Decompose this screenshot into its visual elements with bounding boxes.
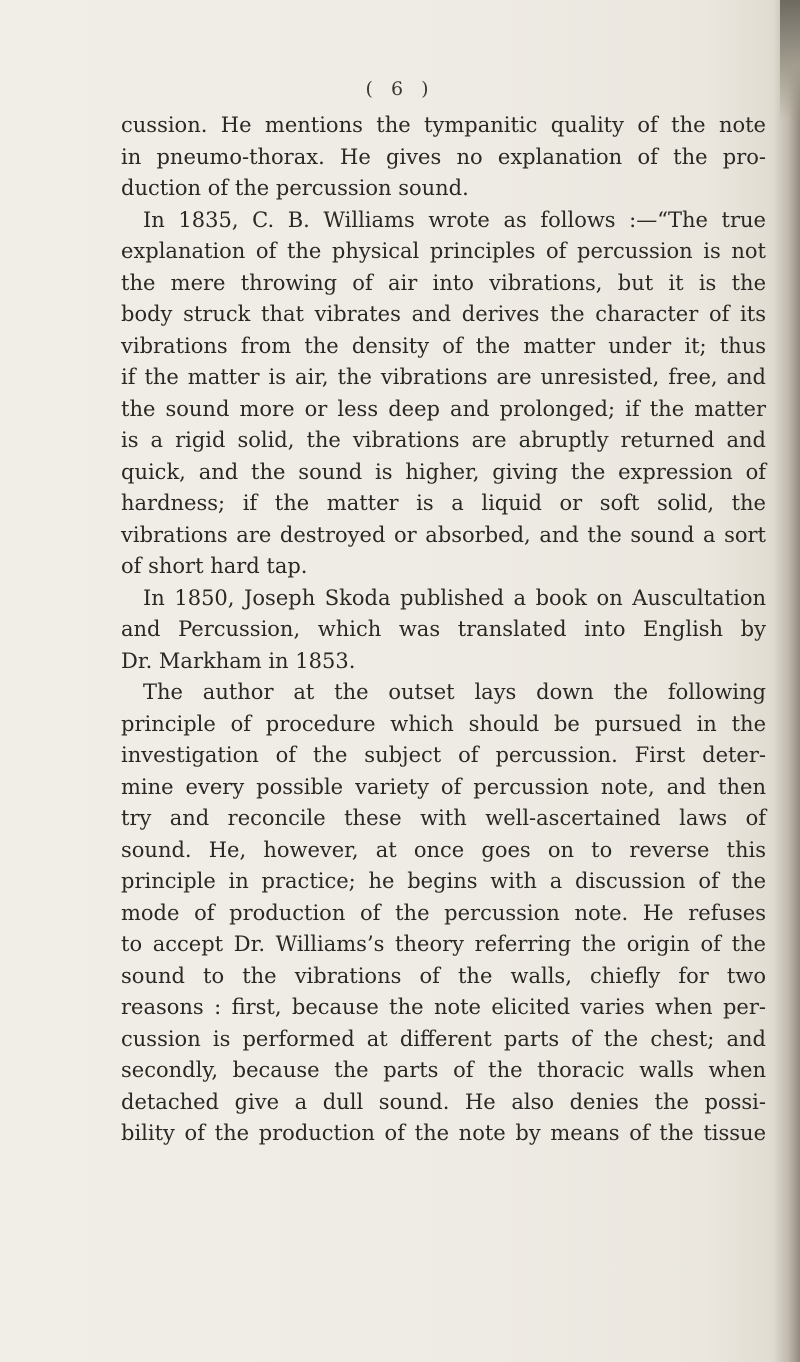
text-line: cussion. He mentions the tympanitic quality of the note	[121, 113, 766, 137]
text-line: sound. He, however, at once goes on to reverse this	[121, 837, 766, 862]
text-line: if the matter is air, the vibrations are unresisted, free, and	[121, 365, 766, 389]
text-line: quick, and the sound is higher, giving the expression of	[121, 459, 766, 484]
page-number: ( 6 )	[365, 78, 435, 100]
text-line: Dr. Markham in 1853.	[121, 648, 356, 673]
text-line: duction of the percussion sound.	[121, 176, 469, 200]
text-line: secondly, because the parts of the thoracic walls when	[121, 1058, 766, 1082]
text-line: try and reconcile these with well-ascertained laws of	[121, 806, 766, 830]
text-line: sound to the vibrations of the walls, chiefly for two	[121, 963, 766, 988]
text-line: principle of procedure which should be pursued in the	[121, 711, 766, 736]
text-line: In 1835, C. B. Williams wrote as follows :—“The true	[143, 207, 766, 232]
text-line: mine every possible variety of percussion note, and then	[121, 774, 766, 799]
text-line: body struck that vibrates and derives the character of its	[121, 302, 766, 326]
text-line: in pneumo-thorax. He gives no explanation of the pro-	[121, 144, 766, 169]
text-line: the mere throwing of air into vibrations, but it is the	[121, 270, 766, 295]
page-edge-shadow	[774, 0, 800, 1362]
text-line: hardness; if the matter is a liquid or soft solid, the	[121, 491, 766, 515]
text-line: bility of the production of the note by means of the tissue	[121, 1121, 766, 1145]
text-line: and Percussion, which was translated into English by	[121, 617, 766, 641]
text-line: the sound more or less deep and prolonged; if the matter	[121, 396, 766, 421]
page-corner-shadow	[780, 0, 800, 120]
text-line: mode of production of the percussion note. He refuses	[121, 900, 766, 925]
text-line: to accept Dr. Williams’s theory referring the origin of the	[121, 932, 766, 956]
text-line: is a rigid solid, the vibrations are abruptly returned and	[121, 428, 766, 452]
text-line: principle in practice; he begins with a discussion of the	[121, 869, 766, 893]
text-line: vibrations from the density of the matter under it; thus	[121, 333, 766, 358]
text-line: reasons : first, because the note elicited varies when per-	[121, 995, 766, 1019]
text-line: The author at the outset lays down the following	[143, 680, 766, 704]
text-line: of short hard tap.	[121, 554, 308, 578]
text-line: investigation of the subject of percussion. First deter-	[121, 743, 766, 767]
body-text	[121, 110, 766, 1150]
text-line: vibrations are destroyed or absorbed, and the sound a sort	[121, 522, 766, 547]
text-line: explanation of the physical principles of percussion is not	[121, 239, 766, 263]
text-line: In 1850, Joseph Skoda published a book on Auscultation	[143, 585, 766, 610]
text-line: detached give a dull sound. He also denies the possi-	[121, 1089, 766, 1114]
text-line: cussion is performed at different parts of the chest; and	[121, 1026, 766, 1051]
